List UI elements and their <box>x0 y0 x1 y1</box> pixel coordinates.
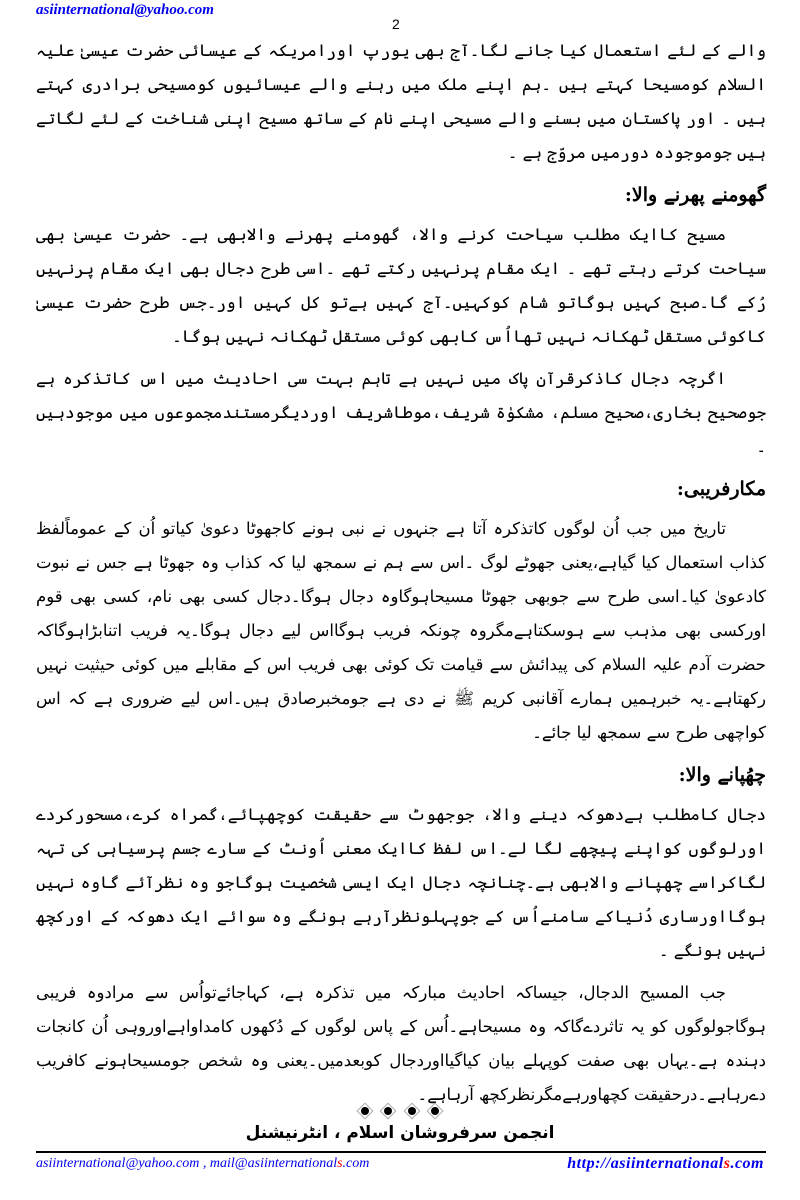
document-body <box>36 34 766 1120</box>
intro-paragraph: والے کے لئے استعمال کیا جانے لگا۔آج بھی یورپ اورامریکہ کے عیسائی حضرت عیسیٰ علیہ السلام کومسیحا کہتے ہیں ۔ہم اپنے ملک میں رہنے والے عیسائیوں کومسیحی برادری کہتے ہیں ۔ اور پاکستان میں بسنے والے مسیحی اپنے نام کے ساتھ مسیح اپنی شناخت کے لئے لگاتے ہیں جوموجودہ دورمیں مروّج ہے ۔ <box>36 41 766 162</box>
footer-emails-suffix: .com <box>342 1156 370 1171</box>
concealer-paragraph-1: دجال کامطلب ہےدھوکہ دینے والا، جوجھوٹ سے حقیقت کوچھپائے،گمراہ کرے،مسحورکردے اورلوگوں کواپنے پیچھے لگا لے۔اس لفظ کاایک معنی اُونٹ کے سارے جسم پرسیاہی کی تہہ لگاکراسے چھپانے والابھی ہے۔چنانچہ دجال ایک ایسی شخصیت ہوگاجو وہ نظرآئے گاوہ نہیں ہوگااورساری دُنیاکے سامنےاُس کے جوپہلونظرآرہے ہونگے وہ سوائے ایک دھوکہ کے اورکچھ نہیں ہونگے ۔ <box>36 805 766 960</box>
organization-name: انجمن سرفروشان اسلام ، انٹرنیشنل <box>245 1123 555 1143</box>
star-ornament-icon <box>358 1104 372 1118</box>
footer-website-prefix: http://asiinternational <box>567 1155 724 1172</box>
heading-deceiver: مکارفریبی: <box>676 478 766 500</box>
footer-emails-accent: s <box>337 1156 343 1171</box>
wanderer-paragraph-2: اگرچہ دجال کاذکرقرآن پاک میں نہیں ہے تاہم بہت سی احادیث میں اس کاتذکرہ ہے جوصحیح بخاری،صحیح مسلم، مشکوٰۃ شریف،موطاشریف اوردیگرمستندمجموعوں میں موجودہیں ۔ <box>36 369 766 456</box>
footer-website-link[interactable] <box>567 1155 764 1173</box>
heading-wanderer: گھومنے پھرنے والا: <box>624 184 766 206</box>
footer-emails-link[interactable] <box>36 1156 369 1172</box>
star-ornament-icon <box>405 1104 419 1118</box>
deceiver-paragraph: تاریخ میں جب اُن لوگوں کاتذکرہ آتا ہے جنہوں نے نبی ہونے کاجھوٹا دعویٰ کیاتو اُن کے عموماًلفظ کذاب استعمال کیا گیاہے،یعنی جھوٹے لوگ ۔اس سے ہم نے سمجھ لیا کہ کذاب وہ جھوٹا ہے جس نے نبوت کادعویٰ کیا۔اسی طرح سے جوبھی جھوٹا مسیحاہوگاوہ دجال ہوگا۔دجال کسی بھی نام، کسی بھی قوم اورکسی بھی مذہب سے ہوسکتاہےمگروہ چونکہ فریب ہوگااس لیے دجال ہوگا۔یہ فریب اتنابڑاہوگاکہ حضرت آدم علیہ السلام کی پیدائش سے قیامت تک کوئی بھی فریب اس کے مقابلے میں کوئی حیثیت نہیں رکھتاہے۔یہ خبرہمیں ہمارے آقانبی کریم ﷺ نے دی ہے جومخبرصادق ہیں۔اس لیے ضروری ہے کہ اس کواچھی طرح سے سمجھ لیا جائے۔ <box>36 519 766 742</box>
wanderer-paragraph-1: مسیح کاایک مطلب سیاحت کرنے والا، گھومنے پھرنے والابھی ہے۔ حضرت عیسیٰ بھی سیاحت کرتے رہتے تھے ۔ ایک مقام پرنہیں رکتے تھے ۔اسی طرح دجال بھی ایک مقام پرنہیں رُکے گا۔صبح کہیں ہوگاتو شام کوکہیں۔آج کہیں ہےتو کل کہیں اور۔جس طرح حضرت عیسیٰ کاکوئی مستقل ٹھکانہ نہیں تھااُس کابھی کوئی مستقل ٹھکانہ نہیں ہوگا۔ <box>36 225 766 346</box>
page-number: 2 <box>392 16 400 32</box>
footer-divider <box>36 1151 766 1153</box>
footer-website-suffix: .com <box>730 1155 764 1172</box>
header-email-link[interactable]: asiinternational@yahoo.com <box>36 2 214 18</box>
footer-emails-prefix: asiinternational@yahoo.com , mail@asiinternational <box>36 1156 338 1171</box>
ornament-divider <box>0 1103 800 1122</box>
concealer-paragraph-2: جب المسیح الدجال، جیساکہ احادیث مبارکہ میں تذکرہ ہے، کہاجائےتواُس سے مرادوہ فریبی ہوگاجولوگوں کو یہ تاثردےگاکہ وہ مسیحاہے۔اُس کے پاس لوگوں کے دُکھوں کامداواہےاوروہی اُن کانجات دہندہ ہے۔یہاں بھی صفت کوپہلے بیان کیاگیااوردجال کوبعدمیں۔یعنی وہ شخص جومسیحاہونے کافریب دےرہاہے۔درحقیقت کچھاورہےمگرنظرکچھ آرہاہے۔ <box>36 983 766 1104</box>
footer-website-accent: s <box>723 1155 731 1172</box>
star-ornament-icon <box>381 1104 395 1118</box>
star-ornament-icon <box>428 1104 442 1118</box>
heading-concealer: چھُپانے والا: <box>678 764 766 786</box>
